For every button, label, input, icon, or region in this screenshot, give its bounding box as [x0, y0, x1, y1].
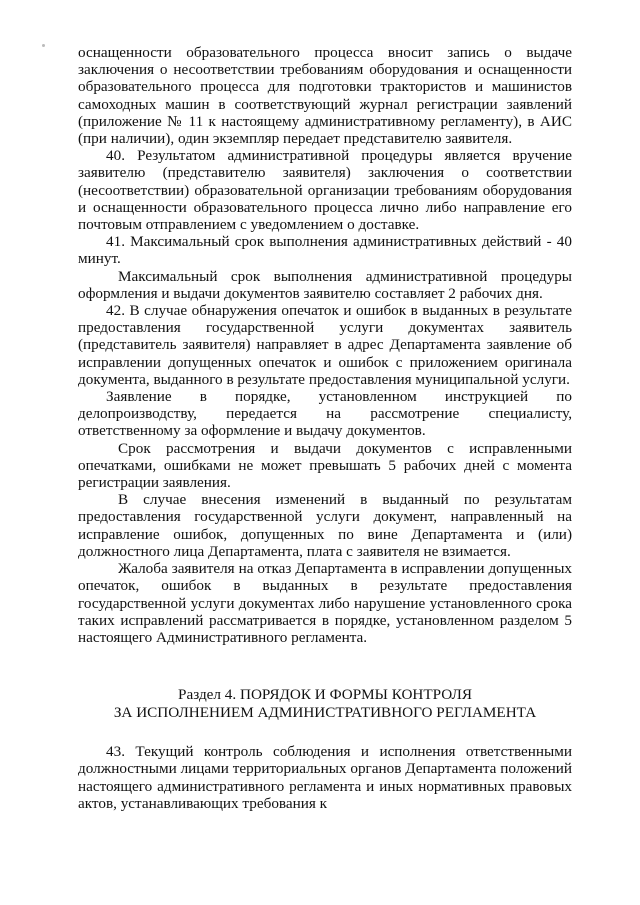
- paragraph-40: 40. Результатом административной процедуры является вручение заявителю (представителю заявителя) заключения о соответствии (несоответствии) образовательной организации требованиям оборудования и оснащенности образовательного процесса лично либо направление его почтовым отправлением с уведомлением о доставке.: [78, 147, 572, 234]
- paragraph-max-term: Максимальный срок выполнения административной процедуры оформления и выдачи документов заявителю составляет 2 рабочих дня.: [78, 267, 572, 302]
- section-heading-line1: Раздел 4. ПОРЯДОК И ФОРМЫ КОНТРОЛЯ: [178, 686, 472, 704]
- paragraph-41: 41. Максимальный срок выполнения административных действий - 40 минут.: [78, 233, 572, 268]
- paragraph-review-term: Срок рассмотрения и выдачи документов с исправленными опечатками, ошибками не может превышать 5 рабочих дней с момента регистрации заявления.: [78, 439, 572, 492]
- paragraph-43: 43. Текущий контроль соблюдения и исполнения ответственными должностными лицами территориальных органов Департамента положений настоящего административного регламента и иных нормативных правовых актов, устанавливающих требования к: [78, 743, 572, 812]
- paragraph-complaint: Жалоба заявителя на отказ Департамента в исправлении допущенных опечаток, ошибок в выданных в результате предоставления государственной услуги документах либо нарушение установленного срока таких исправлений рассматривается в порядке, установленном разделом 5 настоящего Административного регламента.: [78, 560, 572, 646]
- paragraph-changes: В случае внесения изменений в выданный по результатам предоставления государственной услуги документ, направленный на исправление ошибок, допущенных по вине Департамента и (или) должностного лица Департамента, плата с заявителя не взимается.: [78, 491, 572, 560]
- scan-artifact: [42, 44, 45, 47]
- section-heading-line2: ЗА ИСПОЛНЕНИЕМ АДМИНИСТРАТИВНОГО РЕГЛАМЕНТА: [113, 703, 537, 721]
- section-heading: [78, 686, 572, 721]
- paragraph-continuation: оснащенности образовательного процесса вносит запись о выдаче заключения о несоответствии требованиям оборудования и оснащенности образовательного процесса для подготовки трактористов и машинистов самоходных машин в соответствующий журнал регистрации заявлений (приложение № 11 к настоящему административному регламенту), в АИС (при наличии), один экземпляр передает представителю заявителя.: [78, 44, 572, 148]
- paragraph-42: 42. В случае обнаружения опечаток и ошибок в выданных в результате предоставления государственной услуги документах заявитель (представитель заявителя) направляет в адрес Департамента заявление об исправлении допущенных опечаток и ошибок с приложением оригинала документа, выданного в результате предоставления муниципальной услуги.: [78, 302, 572, 388]
- paragraph-application: Заявление в порядке, установленном инструкцией по делопроизводству, передается на рассмотрение специалисту, ответственному за оформление и выдачу документов.: [78, 388, 572, 440]
